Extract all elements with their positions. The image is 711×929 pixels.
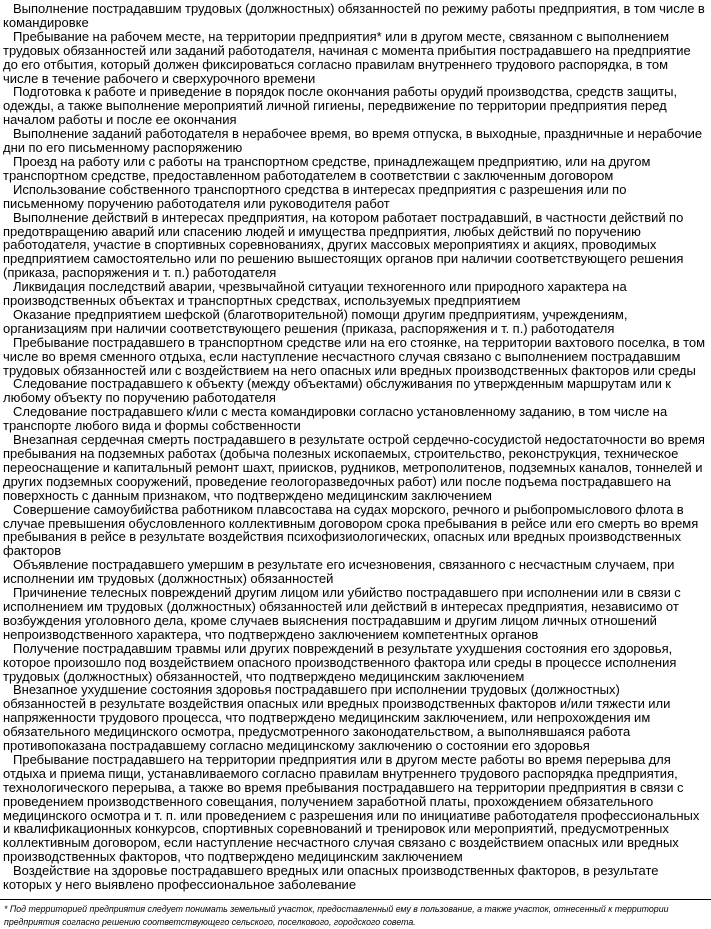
paragraph: Ликвидация последствий аварии, чрезвычайной ситуации техногенного или природного характера на производственных объектах и транспортных средствах, используемых предприятием bbox=[3, 279, 627, 309]
paragraph: Использование собственного транспортного средства в интересах предприятия с разрешения или по письменному поручению работодателя или руководителя работ bbox=[3, 181, 627, 211]
paragraph: Выполнение пострадавшим трудовых (должностных) обязанностей по режиму работы предприятия, в том числе в командировке bbox=[3, 1, 705, 30]
paragraph: Пребывание на рабочем месте, на территории предприятия* или в другом месте, связанном с выполнением трудовых обязанностей или заданий работодателя, начиная с момента прибытия пострадавшего на предприятие до его отбытия, который должен фиксироваться согласно правилам внутреннего трудового распорядка, в том числе в течение рабочего и сверхурочного времени bbox=[3, 28, 691, 86]
paragraph: Внезапная сердечная смерть пострадавшего в результате острой сердечно-сосудистой недостаточности во время пребывания на подземных работах (добыча полезных ископаемых, строительство, реконструкция, техническое переоснащение и капитальный ремонт шахт, приисков, рудников, метрополитенов, подземных каналов, тоннелей и других подземных сооружений, проведение геологоразведочных работ) или после подъема пострадавшего на поверхность с данным признаком, что подтверждено медицинским заключением bbox=[3, 432, 705, 503]
paragraph: Совершение самоубийства работником плавсостава на судах морского, речного и рыбопромыслового флота в случае превышения обусловленного коллективным договором срока пребывания в рейсе или его смерть во время пребывания в рейсе в результате воздействия психофизиологических, опасных или вредных производственных факторов bbox=[3, 501, 699, 559]
paragraph: Пребывание пострадавшего на территории предприятия или в другом месте работы во время перерыва для отдыха и приема пищи, устанавливаемого согласно правилам внутреннего трудового распорядка предприятия, технологического перерыва, а также во время пребывания пострадавшего на территории предприятия в связи с проведением производственного совещания, получением заработной платы, прохождением обязательного медицинского осмотра и т. п. или проведением с разрешения или по инициативе работодателя профессиональных и квалификационных конкурсов, спортивных соревнований и тренировок или мероприятий, предусмотренных коллективным договором, если наступление несчастного случая связано с воздействием опасных или вредных производственных факторов, что подтверждено медицинским заключением bbox=[3, 751, 700, 865]
paragraph: Следование пострадавшего к объекту (между объектами) обслуживания по утвержденным маршрутам или к любому объекту по поручению работодателя bbox=[3, 376, 671, 406]
paragraph: Внезапное ухудшение состояния здоровья пострадавшего при исполнении трудовых (должностных) обязанностей в результате воздействия опасных или вредных производственных факторов и/или тяжести или напряженности трудового процесса, что подтверждено медицинским заключением, или непрохождения им обязательного медицинского осмотра, предусмотренного законодательством, а выполнявшаяся работа противопоказана пострадавшему согласно медицинскому заключению о состоянии его здоровья bbox=[3, 682, 671, 754]
footnote-text: * Под территорией предприятия следует понимать земельный участок, предоставленный ему в пользование, а также участок, отнесенный к территории предприятия согласно решению соответствующего сельского, поселкового, городского совета. bbox=[4, 904, 669, 927]
paragraph: Получение пострадавшим травмы или других повреждений в результате ухудшения состояния его здоровья, которое произошло под воздействием опасного производственного фактора или среды в процессе исполнения трудовых (должностных) обязанностей, что подтверждено медицинским заключением bbox=[3, 640, 677, 684]
paragraph: Выполнение действий в интересах предприятия, на котором работает пострадавший, в частности действий по предотвращению аварий или спасению людей и имущества предприятия, любых действий по поручению работодателя, участие в спортивных соревнованиях, других массовых мероприятиях и акциях, проводимых предприятием самостоятельно или по решению вышестоящих органов при наличии соответствующего решения (приказа, распоряжения и т. п.) работодателя bbox=[3, 209, 684, 281]
paragraph: Проезд на работу или с работы на транспортном средстве, принадлежащем предприятию, или на другом транспортном средстве, предоставленном работодателем в соответствии с заключенным договором bbox=[3, 153, 651, 183]
footnote-block bbox=[0, 899, 711, 929]
paragraph: Пребывание пострадавшего в транспортном средстве или на его стоянке, на территории вахтового поселка, в том числе во время сменного отдыха, если наступление несчастного случая связано с выполнением пострадавшим трудовых обязанностей или с воздействием на него опасных или вредных производственных факторов или среды bbox=[3, 334, 706, 378]
paragraph: Следование пострадавшего к/или с места командировки согласно установленному заданию, в том числе на транспорте любого вида и формы собственности bbox=[3, 404, 668, 434]
paragraph: Объявление пострадавшего умершим в результате его исчезновения, связанного с несчастным случаем, при исполнении им трудовых (должностных) обязанностей bbox=[3, 557, 675, 587]
paragraph: Подготовка к работе и приведение в порядок после окончания работы орудий производства, средств защиты, одежды, а также выполнение мероприятий личной гигиены, передвижение по территории предприятия перед началом работы и после ее окончания bbox=[3, 84, 678, 128]
paragraph: Воздействие на здоровье пострадавшего вредных или опасных производственных факторов, в результате которых у него выявлено профессиональное заболевание bbox=[3, 863, 659, 893]
paragraph: Причинение телесных повреждений другим лицом или убийство пострадавшего при исполнении или в связи с исполнением им трудовых (должностных) обязанностей или действий в интересах предприятия, независимо от возбуждения уголовного дела, кроме случаев выяснения пострадавшим и другим лицом личных отношений непроизводственного характера, что подтверждено заключением компетентных органов bbox=[3, 585, 681, 642]
paragraph: Оказание предприятием шефской (благотворительной) помощи другим предприятиям, учреждениям, организациям при наличии соответствующего решения (приказа, распоряжения и т. п.) работодателя bbox=[3, 306, 628, 336]
paragraph: Выполнение заданий работодателя в нерабочее время, во время отпуска, в выходные, праздничные и нерабочие дни по его письменному распоряжению bbox=[3, 126, 703, 156]
